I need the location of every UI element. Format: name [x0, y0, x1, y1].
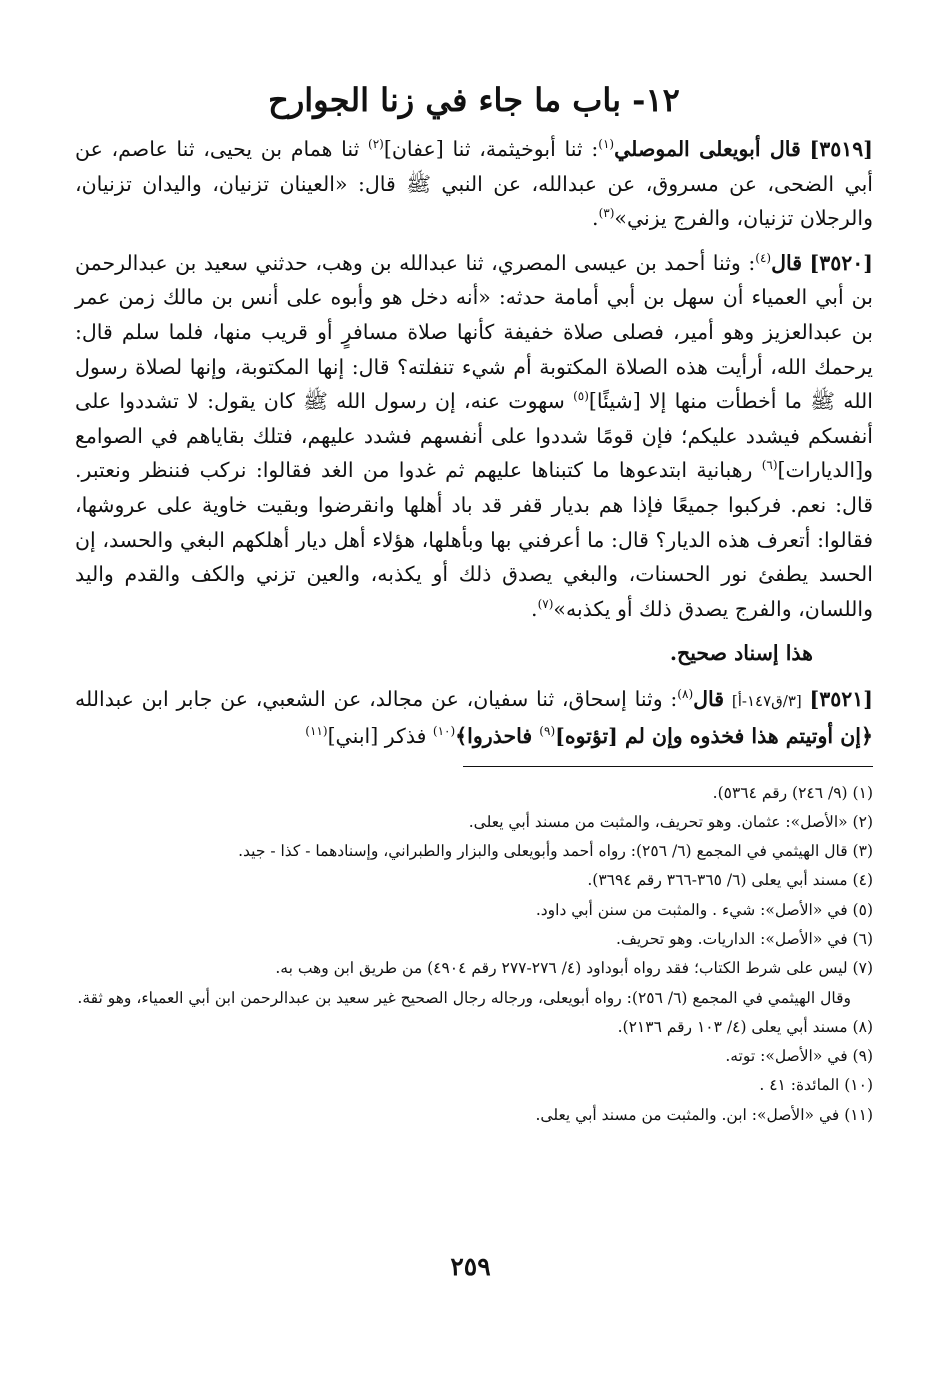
- footnote-text: مسند أبي يعلى (٤/ ١٠٣ رقم ٢١٣٦).: [617, 1017, 848, 1036]
- narrator: قال: [771, 250, 803, 275]
- footnote-ref: (١١): [305, 724, 328, 739]
- hadith-3520: [75, 246, 873, 627]
- hadith-text: .: [592, 206, 599, 231]
- footnote-ref: (٨): [677, 687, 694, 702]
- footnote: [75, 1071, 873, 1100]
- footnote-text: (٩/ ٢٤٦) رقم ٥٣٦٤).: [712, 783, 848, 802]
- footnote: [75, 1042, 873, 1071]
- footnote-text: في «الأصل»: شيء . والمثبت من سنن أبي داود.: [535, 900, 848, 919]
- page-number: ٢٥٩: [450, 1252, 491, 1281]
- footnote-label: (٧): [852, 959, 873, 978]
- footnote: [75, 1101, 873, 1130]
- hadith-3521: [75, 682, 873, 753]
- narrator: قال: [693, 687, 725, 712]
- footnote-ref: (١): [598, 137, 615, 152]
- footnote-label: (٢): [852, 812, 873, 831]
- footnote-divider: [463, 766, 873, 767]
- footnote-text: ليس على شرط الكتاب؛ فقد رواه أبوداود (٤/ ٢٧٦-٢٧٧ رقم ٤٩٠٤) من طريق ابن وهب به.: [275, 959, 848, 978]
- footnote-text: المائدة: ٤١ .: [759, 1076, 840, 1095]
- hadith-text: : وثنا أحمد بن عيسى المصري، ثنا عبدالله بن وهب، حدثني سعيد بن عبدالرحمن بن أبي العمياء أن سهل بن أبي أمامة حدثه: «أنه دخل هو وأبوه على أنس بن مالك زمن عمر بن عبدالعزيز وهو أمير، فصلى صلاة خفيفة كأنها صلاة مسافرٍ أو قريب منها، فلما سلم قال: يرحمك الله، أرأيت هذه الصلاة المكتوبة أم شيء تنفلته؟ قال: إنها المكتوبة، وإنها لصلاة رسول الله ﷺ ما أخطأت منها إلا [شيئًا]: [75, 250, 873, 414]
- footnote-label: (١١): [844, 1105, 873, 1124]
- footnote: [75, 779, 873, 808]
- footnote: [75, 837, 873, 866]
- hadith-number: [٣٥١٩]: [809, 137, 873, 161]
- footnote-label: (٥): [852, 900, 873, 919]
- hadith-text: : ثنا أبوخيثمة، ثنا [عفان]: [383, 137, 599, 161]
- hadith-3519: [75, 132, 873, 236]
- footnote: [75, 1013, 873, 1042]
- footnote: [75, 954, 873, 1013]
- footnote-text: قال الهيثمي في المجمع (٦/ ٢٥٦): رواه أحمد وأبويعلى والبزار والطبراني، وإسنادهما - كذا - جيد.: [238, 842, 848, 861]
- footnote-ref: (٦): [761, 458, 778, 473]
- footnote-text: في «الأصل»: ابن. والمثبت من مسند أبي يعلى.: [535, 1105, 840, 1124]
- footnote-label: (٩): [852, 1047, 873, 1066]
- footnote-ref: (١٠): [432, 724, 456, 739]
- hadith-text: : وثنا إسحاق، ثنا سفيان، عن مجالد، عن الشعبي، عن جابر ابن عبدالله: [75, 687, 678, 712]
- footnote: [75, 896, 873, 925]
- hadith-number: [٣٥٢١]: [809, 687, 873, 712]
- narrator: قال أبويعلى الموصلي: [614, 137, 801, 161]
- footnote-label: (١): [852, 783, 873, 802]
- footnote-ref: (٢): [368, 137, 384, 152]
- footnote: [75, 925, 873, 954]
- quran-quote-end: فاحذروا﴾: [455, 723, 540, 748]
- footnote-ref: (٥): [573, 389, 589, 404]
- manuscript-marker: [٣/ق١٤٧-أ]: [731, 692, 802, 711]
- footnote-label: (٣): [852, 842, 873, 861]
- hadith-text: ثنا همام بن يحيى، ثنا عاصم، عن أبي الضحى، عن مسروق، عن عبدالله، عن النبي ﷺ قال: «العينان تزنيان، واليدان تزنيان، والرجلان تزنيان، والفرج يزني»: [75, 137, 873, 231]
- footnote-ref: (٤): [755, 250, 772, 265]
- footnote-label: (٤): [852, 871, 873, 890]
- footnote-ref: (٩): [539, 724, 556, 739]
- footnote-continuation: وقال الهيثمي في المجمع (٦/ ٢٥٦): رواه أبويعلى، ورجاله رجال الصحيح غير سعيد بن عبدالرحمن ابن أبي العمياء، وهو ثقة.: [77, 988, 851, 1007]
- hadith-text: سهوت عنه، إن رسول الله ﷺ كان يقول: لا تشددوا على أنفسكم فيشدد عليكم؛ فإن قومًا شددوا على أنفسهم فشدد عليهم، فتلك بقاياهم في الصوامع و[الديارات]: [75, 389, 873, 483]
- footnote-label: (١٠): [844, 1076, 873, 1095]
- isnad-verdict: هذا إسناد صحيح.: [669, 641, 813, 666]
- hadith-text: رهبانية ابتدعوها ما كتبناها عليهم ثم غدوا من الغد فقالوا: نركب فننظر ونعتبر. قال: نعم. فركبوا جميعًا فإذا هم بديار قفر قد باد أهلها وانقرضوا وبقيت خاوية على عروشها، فقالوا: أتعرف هذه الديار؟ قال: ما أعرفني بها وبأهلها، هؤلاء أهل ديار أهلكهم البغي والحسد، إن الحسد يطفئ نور الحسنات، والبغي يصدق ذلك أو يكذبه، والعين تزني والكف والقدم واليد واللسان، والفرج يصدق ذلك أو يكذبه»: [75, 458, 873, 621]
- footnote: [75, 808, 873, 837]
- footnote-ref: (٧): [537, 596, 554, 611]
- quran-quote: ﴿إن أوتيتم هذا فخذوه وإن لم [تؤتوه]: [555, 723, 873, 748]
- footnote-text: في «الأصل»: توته.: [725, 1047, 848, 1066]
- hadith-number: [٣٥٢٠]: [809, 250, 873, 275]
- footnote-text: «الأصل»: عثمان. وهو تحريف، والمثبت من مسند أبي يعلى.: [468, 812, 848, 831]
- footnote-label: (٦): [852, 929, 873, 948]
- footnote-text: مسند أبي يعلى (٦/ ٣٦٥-٣٦٦ رقم ٣٦٩٤).: [587, 871, 848, 890]
- footnote-ref: (٣): [598, 206, 615, 221]
- footnote: [75, 866, 873, 895]
- chapter-title: ١٢- باب ما جاء في زنا الجوارح: [268, 81, 680, 119]
- footnote-text: في «الأصل»: الداريات. وهو تحريف.: [616, 929, 848, 948]
- hadith-text: .: [531, 596, 538, 621]
- hadith-text: فذكر [ابني]: [327, 723, 433, 748]
- footnote-label: (٨): [852, 1017, 873, 1036]
- footnotes: [75, 779, 873, 1131]
